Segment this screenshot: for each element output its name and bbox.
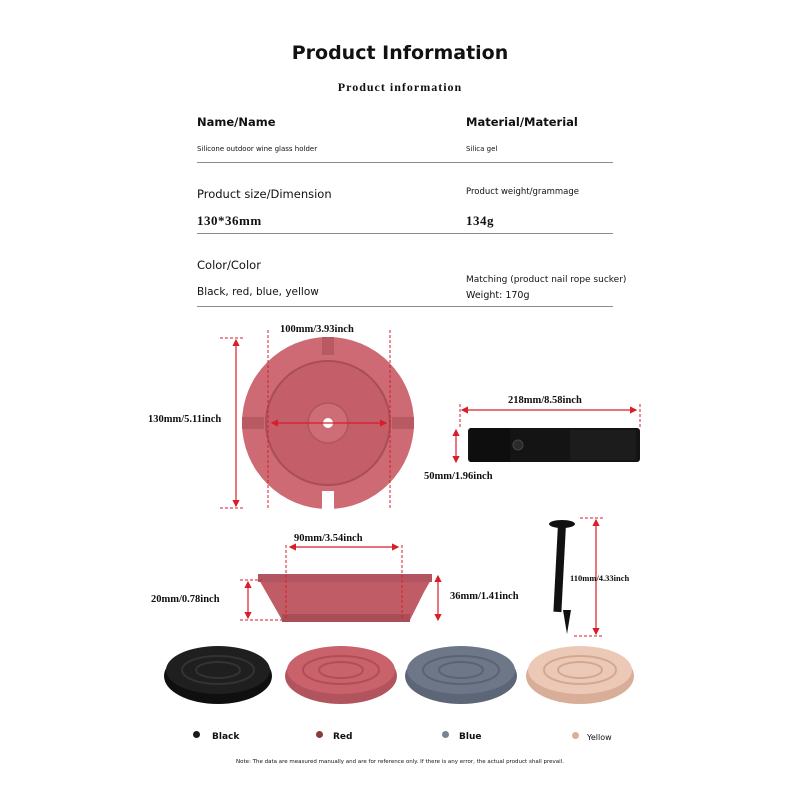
holder-side-view — [258, 574, 432, 622]
material-value: Silica gel — [466, 145, 498, 153]
weight-label: Product weight/grammage — [466, 187, 579, 197]
variant-yellow — [526, 646, 634, 704]
strap-image — [468, 428, 640, 462]
dim-top-height: 130mm/5.11inch — [148, 414, 222, 425]
variant-black — [164, 646, 272, 704]
variant-red — [285, 646, 397, 704]
matching-weight: Weight: 170g — [466, 290, 530, 301]
red-dot-icon — [316, 731, 323, 738]
color-label: Color/Color — [197, 258, 261, 272]
footer-note: Note: The data are measured manually and are for reference only. If there is any error, the actual product shall prevail. — [236, 759, 564, 765]
matching-label: Matching (product nail rope sucker) — [466, 275, 627, 285]
page-title: Product Information — [291, 42, 509, 64]
weight-value: 134g — [466, 213, 494, 228]
dim-strap-length: 218mm/8.58inch — [508, 395, 582, 406]
variant-blue — [405, 646, 517, 704]
variant-yellow-label: Yellow — [587, 733, 612, 742]
variant-yellow-legend — [572, 727, 612, 745]
dim-side-height: 36mm/1.41inch — [450, 591, 519, 602]
material-label: Material/Material — [466, 115, 578, 129]
size-label: Product size/Dimension — [197, 187, 332, 201]
dim-nail-length: 110mm/4.33inch — [570, 573, 630, 583]
name-label: Name/Name — [197, 115, 276, 129]
variant-images — [0, 640, 800, 720]
dim-side-base: 20mm/0.78inch — [151, 594, 220, 605]
variant-blue-legend — [442, 726, 481, 744]
name-value: Silicone outdoor wine glass holder — [197, 145, 318, 153]
blue-dot-icon — [442, 731, 449, 738]
section-subtitle: Product information — [337, 80, 463, 94]
size-value: 130*36mm — [197, 213, 262, 228]
variant-red-label: Red — [333, 732, 353, 742]
dim-top-width: 100mm/3.93inch — [280, 324, 354, 335]
variant-black-legend — [193, 726, 239, 744]
variant-black-label: Black — [212, 732, 240, 742]
variant-blue-label: Blue — [459, 732, 482, 742]
dim-side-width: 90mm/3.54inch — [294, 533, 363, 544]
variant-red-legend — [316, 726, 352, 744]
yellow-dot-icon — [572, 732, 579, 739]
black-dot-icon — [193, 731, 200, 738]
dim-strap-width: 50mm/1.96inch — [424, 471, 493, 482]
color-value: Black, red, blue, yellow — [197, 286, 319, 298]
